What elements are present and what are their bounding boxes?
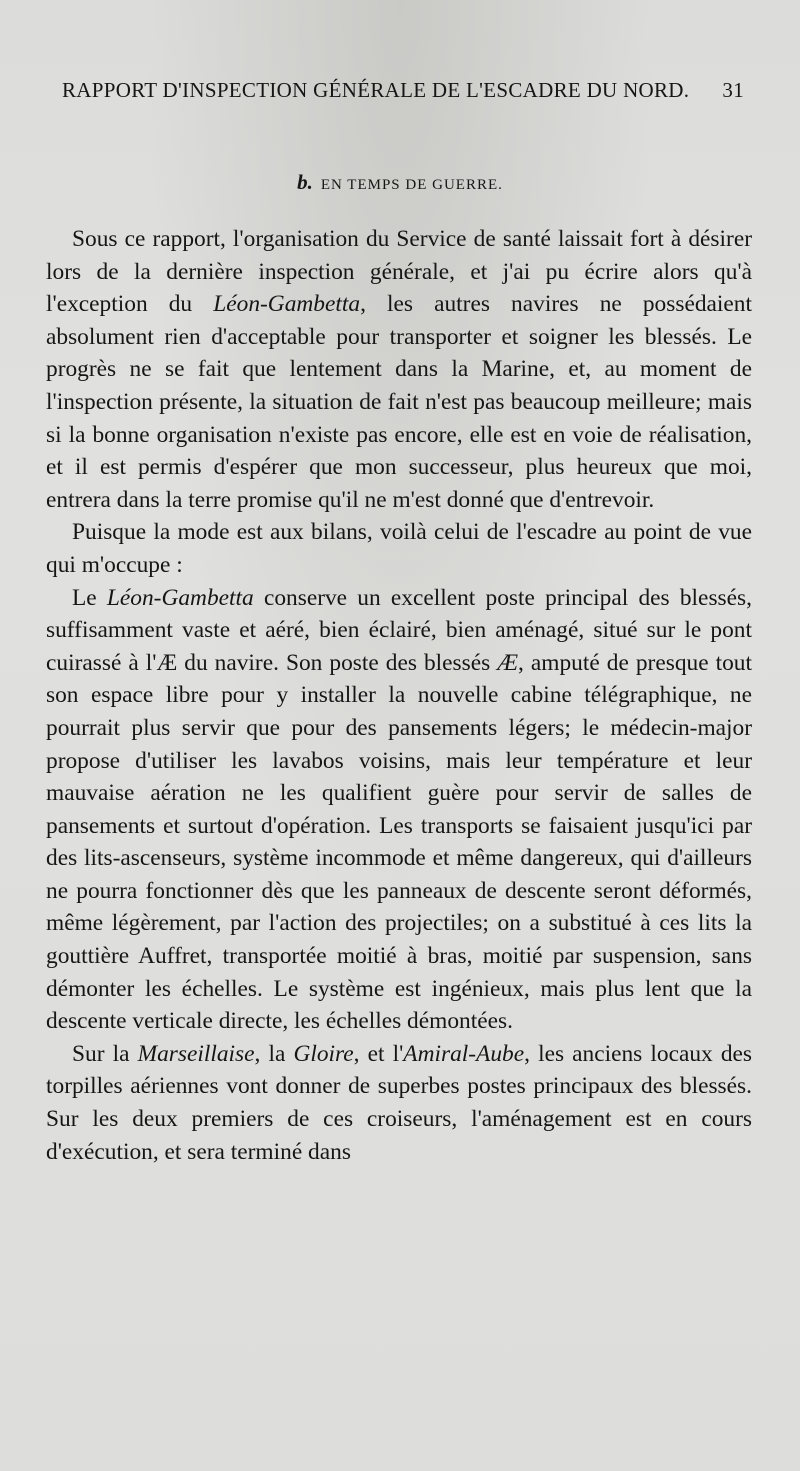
paragraph-3 <box>46 582 752 1038</box>
text-run: conserve un excellent poste principal des blessés, suffisamment vaste et aéré, bien éclairé, bien aménagé, situé sur le pont cuirassé à l'Æ du navire. Son poste des blessés <box>46 584 752 676</box>
text-run: Sous ce rapport, l'organisation du Service de santé laissait fort à désirer lors de la dernière inspection générale, et j'ai pu écrire alors qu'à l'exception du <box>46 226 752 318</box>
italic-text-run: Marseillaise <box>137 1040 255 1067</box>
italic-text-run: Amiral-Aube <box>403 1040 525 1067</box>
text-run: , et l' <box>353 1040 404 1067</box>
section-heading <box>0 170 800 195</box>
body-text <box>46 223 752 1168</box>
italic-text-run: Gloire <box>293 1040 354 1067</box>
italic-text-run: Léon-Gambetta <box>106 584 254 611</box>
running-head <box>62 78 744 103</box>
italic-text-run: Æ <box>497 649 519 676</box>
text-run: , amputé de presque tout son espace libre pour y installer la nouvelle cabine télégraphique, ne pourrait plus servir que pour des pansements légers; le médecin-major propose d'utiliser les lavabos voisins, mais leur température et leur mauvaise aération ne les qualifient guère pour servir de salles de pansements et surtout d'opération. Les transports se faisaient jusqu'ici par des lits-ascenseurs, système incommode et même dangereux, qui d'ailleurs ne pourra fonctionner dès que les panneaux de descente seront déformés, même légèrement, par l'action des projectiles; on a substitué à ces lits la gouttière Auffret, transportée moitié à bras, moitié par suspension, sans démonter les échelles. Le système est ingénieux, mais plus lent que la descente verticale directe, les échelles démontées. <box>46 649 752 1035</box>
section-letter: b. <box>297 170 313 194</box>
text-run: , les autres navires ne possédaient absolument rien d'acceptable pour transporter et soigner les blessés. Le progrès ne se fait que lentement dans la Marine, et, au moment de l'inspection présente, la situation de fait n'est pas beaucoup meilleure; mais si la bonne organisation n'existe pas encore, elle est en voie de réalisation, et il est permis d'espérer que mon successeur, plus heureux que moi, entrera dans la terre promise qu'il ne m'est donné que d'entrevoir. <box>46 291 752 513</box>
paragraph-4 <box>46 1038 752 1168</box>
section-title: EN TEMPS DE GUERRE. <box>320 177 503 193</box>
italic-text-run: Léon-Gambetta <box>213 291 361 318</box>
text-run: Le <box>72 584 107 611</box>
paragraph-1 <box>46 223 752 516</box>
text-run: , les anciens locaux des torpilles aériennes vont donner de superbes postes principaux des blessés. Sur les deux premiers de ces croiseurs, l'aménagement est en cours d'exécution, et sera terminé dans <box>46 1040 752 1165</box>
text-run: Sur la <box>72 1040 138 1067</box>
text-run: , la <box>254 1040 294 1067</box>
page-number: 31 <box>722 78 744 102</box>
running-head-title: RAPPORT D'INSPECTION GÉNÉRALE DE L'ESCADRE DU NORD. <box>62 78 690 102</box>
text-run: Puisque la mode est aux bilans, voilà celui de l'escadre au point de vue qui m'occupe : <box>46 519 752 578</box>
paragraph-2 <box>46 516 752 581</box>
